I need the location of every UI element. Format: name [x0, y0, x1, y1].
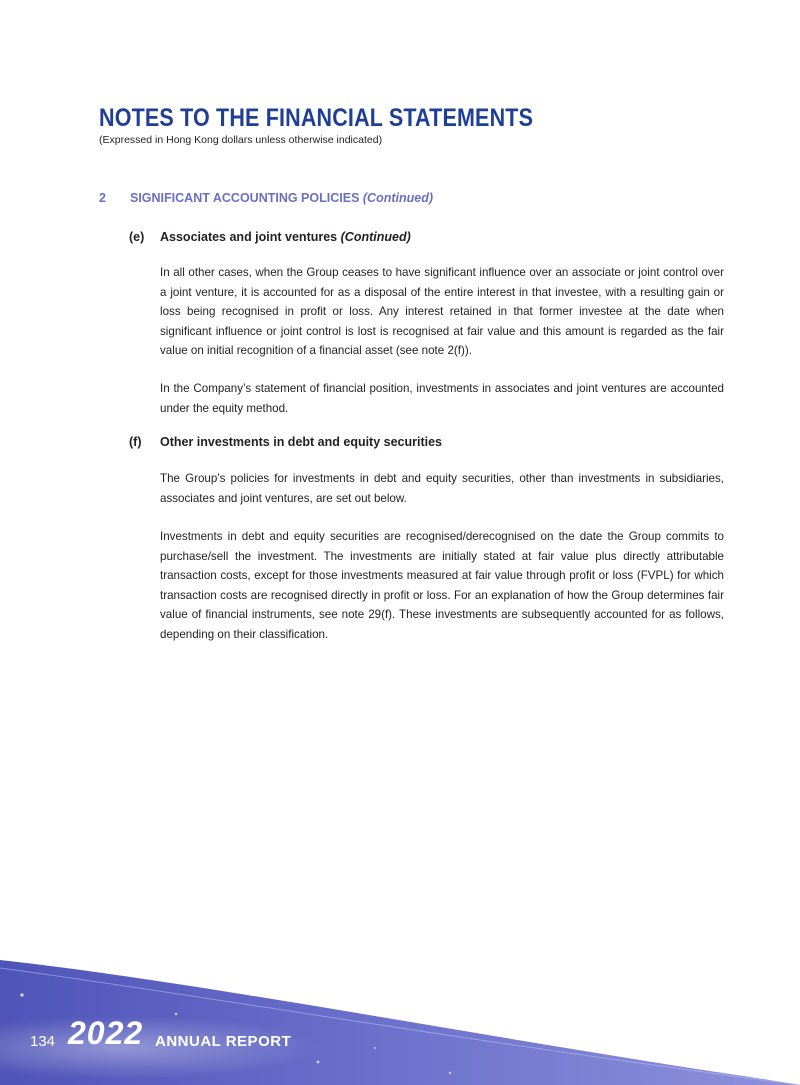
page-subtitle: (Expressed in Hong Kong dollars unless otherwise indicated) [99, 134, 383, 146]
subsection-letter: (f) [129, 435, 142, 449]
subsection-title: Associates and joint ventures [160, 230, 338, 244]
section-continued: (Continued) [362, 191, 434, 205]
subsection-heading-f [129, 435, 442, 449]
subsection-title: Other investments in debt and equity securities [160, 435, 443, 449]
footer-band [0, 940, 800, 1085]
footer-report-label: ANNUAL REPORT [155, 1033, 292, 1050]
subsection-heading-e [129, 230, 411, 244]
subsection-letter: (e) [129, 230, 145, 244]
footer-year: 2022 [68, 1015, 144, 1051]
footer-page-number: 134 [30, 1033, 56, 1050]
subsection-continued: (Continued) [340, 230, 411, 244]
section-title: SIGNIFICANT ACCOUNTING POLICIES [130, 191, 360, 205]
paragraph: In the Company’s statement of financial position, investments in associates and joint ventures are accounted under the equity method. [160, 382, 724, 415]
section-heading [99, 191, 433, 205]
section-number: 2 [99, 191, 106, 205]
paragraph: The Group’s policies for investments in debt and equity securities, other than investments in subsidiaries, associates and joint ventures, are set out below. [160, 472, 724, 505]
page-title: NOTES TO THE FINANCIAL STATEMENTS [99, 104, 534, 132]
paragraph: Investments in debt and equity securities are recognised/derecognised on the date the Group commits to purchase/sell the investment. The investments are initially stated at fair value plus directly attributable transaction costs, except for those investments measured at fair value through profit or loss (FVPL) for which transaction costs are recognised directly in profit or loss. For an explanation of how the Group determines fair value of financial instruments, see note 29(f). These investments are subsequently accounted for as follows, depending on their classification. [160, 530, 724, 641]
paragraph: In all other cases, when the Group ceases to have significant influence over an associate or joint control over a joint venture, it is accounted for as a disposal of the entire interest in that investee, with a resulting gain or loss being recognised in profit or loss. Any interest retained in that former investee at the date when significant influence or joint control is lost is recognised at fair value and this amount is regarded as the fair value on initial recognition of a financial asset (see note 2(f)). [160, 266, 724, 358]
